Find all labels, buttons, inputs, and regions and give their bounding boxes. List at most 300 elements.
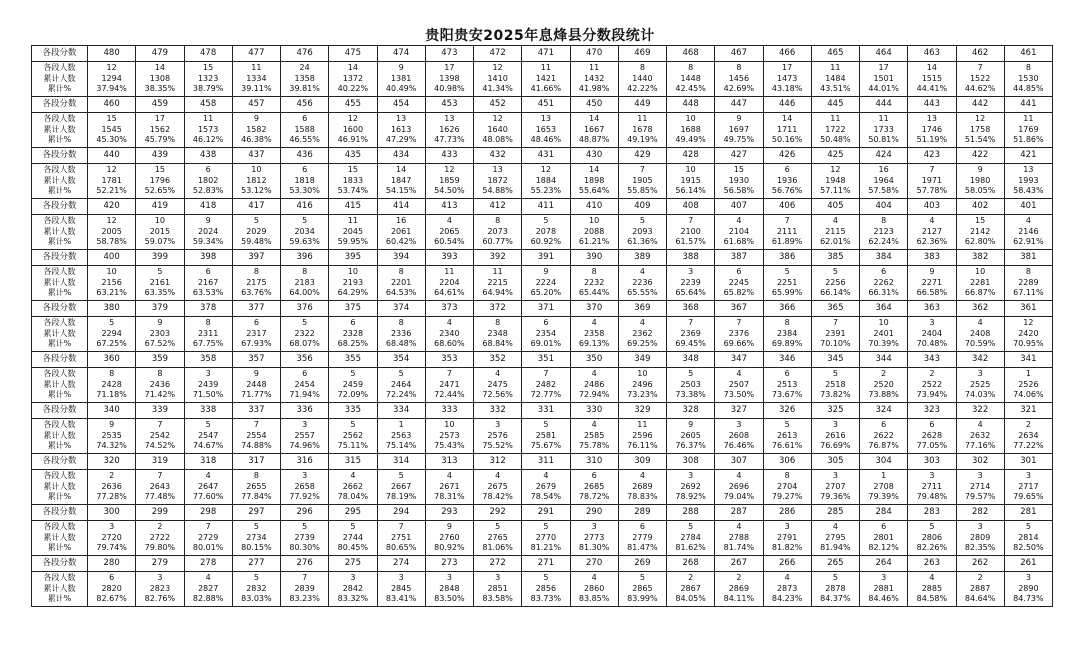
cumulative-value: 2806 bbox=[921, 532, 943, 542]
count-value: 4 bbox=[543, 471, 549, 481]
percent-value: 83.85% bbox=[578, 594, 610, 604]
percent-value: 62.80% bbox=[964, 237, 996, 247]
data-cell bbox=[860, 572, 908, 607]
score-cell: 418 bbox=[184, 199, 232, 215]
data-cell bbox=[474, 164, 522, 199]
count-value: 6 bbox=[302, 369, 308, 379]
data-cell bbox=[763, 113, 811, 148]
data-label bbox=[32, 317, 88, 352]
data-row bbox=[32, 368, 1053, 403]
count-value: 16 bbox=[878, 165, 889, 175]
cumulative-value: 2065 bbox=[439, 226, 460, 236]
score-label: 各段分数 bbox=[32, 454, 88, 470]
data-cell bbox=[232, 113, 280, 148]
score-cell: 383 bbox=[908, 250, 956, 266]
percent-value: 69.13% bbox=[578, 339, 610, 349]
score-cell: 303 bbox=[908, 454, 956, 470]
data-cell bbox=[763, 317, 811, 352]
cumulative-value: 2714 bbox=[969, 481, 991, 491]
cumulative-value: 2788 bbox=[728, 532, 750, 542]
percent-value: 46.12% bbox=[192, 135, 224, 145]
percent-value: 43.18% bbox=[771, 84, 803, 94]
score-cell: 263 bbox=[908, 556, 956, 572]
percent-value: 80.45% bbox=[337, 543, 369, 553]
data-label bbox=[32, 62, 88, 97]
cumulative-value: 2232 bbox=[583, 277, 605, 287]
cumulative-value: 1930 bbox=[728, 175, 750, 185]
cumulative-label: 累计人数 bbox=[43, 175, 76, 185]
count-value: 5 bbox=[302, 216, 308, 226]
score-cell: 419 bbox=[136, 199, 184, 215]
percent-value: 44.01% bbox=[868, 84, 899, 94]
cumulative-value: 2744 bbox=[342, 532, 364, 542]
count-value: 3 bbox=[977, 471, 983, 481]
percent-value: 79.04% bbox=[723, 492, 755, 502]
score-cell: 355 bbox=[329, 352, 377, 368]
score-cell: 447 bbox=[715, 97, 763, 113]
cumulative-value: 2679 bbox=[535, 481, 557, 491]
data-cell bbox=[232, 62, 280, 97]
data-cell bbox=[715, 419, 763, 454]
cumulative-value: 1971 bbox=[921, 175, 943, 185]
score-cell: 476 bbox=[281, 46, 329, 62]
count-value: 14 bbox=[589, 165, 600, 175]
percent-value: 49.19% bbox=[627, 135, 658, 145]
count-value: 9 bbox=[157, 318, 163, 328]
data-cell bbox=[1004, 419, 1052, 454]
data-cell bbox=[860, 113, 908, 148]
cumulative-value: 2717 bbox=[1018, 481, 1039, 491]
score-cell: 264 bbox=[860, 556, 908, 572]
percent-value: 52.21% bbox=[96, 186, 127, 196]
data-cell bbox=[136, 266, 184, 301]
percent-value: 74.52% bbox=[144, 441, 176, 451]
cumulative-value: 1667 bbox=[583, 124, 605, 134]
cumulative-value: 1746 bbox=[921, 124, 943, 134]
percent-value: 73.88% bbox=[868, 390, 899, 400]
score-cell: 425 bbox=[811, 148, 859, 164]
percent-value: 83.73% bbox=[530, 594, 562, 604]
percent-value: 75.11% bbox=[337, 441, 369, 451]
data-cell bbox=[522, 62, 570, 97]
data-cell bbox=[232, 419, 280, 454]
cumulative-value: 1530 bbox=[1018, 73, 1039, 83]
cumulative-value: 1381 bbox=[390, 73, 412, 83]
cumulative-value: 2856 bbox=[535, 583, 557, 593]
score-cell: 314 bbox=[377, 454, 425, 470]
percent-value: 73.38% bbox=[675, 390, 706, 400]
data-cell bbox=[811, 113, 859, 148]
score-cell: 444 bbox=[860, 97, 908, 113]
score-cell: 288 bbox=[667, 505, 715, 521]
percent-value: 82.12% bbox=[868, 543, 899, 553]
count-label: 各段人数 bbox=[43, 165, 76, 175]
percent-value: 68.84% bbox=[482, 339, 513, 349]
count-value: 15 bbox=[975, 216, 986, 226]
cumulative-value: 2376 bbox=[728, 328, 750, 338]
score-cell: 474 bbox=[377, 46, 425, 62]
count-value: 10 bbox=[878, 318, 889, 328]
percent-label: 累计% bbox=[47, 186, 72, 196]
cumulative-value: 1781 bbox=[101, 175, 122, 185]
score-cell: 287 bbox=[715, 505, 763, 521]
cumulative-value: 2420 bbox=[1018, 328, 1039, 338]
percent-value: 71.18% bbox=[96, 390, 127, 400]
data-cell bbox=[232, 470, 280, 505]
score-cell: 342 bbox=[956, 352, 1004, 368]
percent-value: 68.60% bbox=[434, 339, 465, 349]
cumulative-value: 2303 bbox=[149, 328, 171, 338]
score-cell: 366 bbox=[763, 301, 811, 317]
score-cell: 339 bbox=[136, 403, 184, 419]
count-value: 4 bbox=[350, 471, 356, 481]
score-cell: 410 bbox=[570, 199, 618, 215]
count-value: 8 bbox=[109, 369, 115, 379]
score-cell: 417 bbox=[232, 199, 280, 215]
count-value: 7 bbox=[253, 420, 259, 430]
score-cell: 422 bbox=[956, 148, 1004, 164]
cumulative-value: 2608 bbox=[728, 430, 750, 440]
data-cell bbox=[232, 572, 280, 607]
data-cell bbox=[618, 113, 666, 148]
data-cell bbox=[618, 572, 666, 607]
cumulative-value: 1993 bbox=[1018, 175, 1039, 185]
cumulative-value: 1410 bbox=[487, 73, 508, 83]
count-value: 8 bbox=[205, 318, 211, 328]
cumulative-value: 2005 bbox=[101, 226, 122, 236]
count-value: 7 bbox=[832, 318, 838, 328]
score-cell: 462 bbox=[956, 46, 1004, 62]
count-value: 6 bbox=[929, 420, 935, 430]
count-value: 4 bbox=[736, 216, 742, 226]
cumulative-value: 2596 bbox=[632, 430, 653, 440]
cumulative-value: 2671 bbox=[439, 481, 460, 491]
score-cell: 373 bbox=[425, 301, 473, 317]
data-cell bbox=[377, 470, 425, 505]
score-cell: 428 bbox=[667, 148, 715, 164]
count-value: 7 bbox=[398, 522, 404, 532]
data-cell bbox=[88, 521, 136, 556]
percent-value: 82.76% bbox=[144, 594, 176, 604]
cumulative-value: 1358 bbox=[294, 73, 315, 83]
count-value: 9 bbox=[253, 114, 259, 124]
score-cell: 304 bbox=[860, 454, 908, 470]
count-value: 5 bbox=[253, 216, 259, 226]
percent-value: 76.69% bbox=[820, 441, 851, 451]
data-cell bbox=[811, 470, 859, 505]
percent-value: 55.23% bbox=[530, 186, 562, 196]
score-cell: 283 bbox=[908, 505, 956, 521]
data-cell bbox=[184, 521, 232, 556]
cumulative-value: 2317 bbox=[246, 328, 267, 338]
count-value: 3 bbox=[1025, 471, 1031, 481]
cumulative-value: 2823 bbox=[149, 583, 171, 593]
data-cell bbox=[618, 215, 666, 250]
cumulative-value: 1308 bbox=[149, 73, 171, 83]
data-cell bbox=[811, 317, 859, 352]
percent-value: 64.94% bbox=[482, 288, 513, 298]
cumulative-value: 2720 bbox=[101, 532, 122, 542]
data-cell bbox=[281, 113, 329, 148]
cumulative-value: 2073 bbox=[487, 226, 508, 236]
percent-value: 41.98% bbox=[578, 84, 610, 94]
cumulative-value: 2127 bbox=[921, 226, 943, 236]
cumulative-value: 2311 bbox=[197, 328, 219, 338]
score-cell: 340 bbox=[88, 403, 136, 419]
count-value: 9 bbox=[253, 369, 259, 379]
cumulative-value: 1484 bbox=[825, 73, 846, 83]
data-cell bbox=[1004, 368, 1052, 403]
data-cell bbox=[281, 470, 329, 505]
score-cell: 328 bbox=[667, 403, 715, 419]
count-value: 4 bbox=[495, 471, 501, 481]
cumulative-value: 2513 bbox=[776, 379, 798, 389]
count-value: 11 bbox=[540, 63, 551, 73]
percent-value: 83.03% bbox=[241, 594, 272, 604]
data-cell bbox=[667, 317, 715, 352]
count-value: 13 bbox=[444, 114, 455, 124]
percent-value: 63.76% bbox=[241, 288, 272, 298]
data-cell bbox=[136, 62, 184, 97]
score-cell: 458 bbox=[184, 97, 232, 113]
score-cell: 374 bbox=[377, 301, 425, 317]
score-cell: 423 bbox=[908, 148, 956, 164]
cumulative-value: 2193 bbox=[342, 277, 364, 287]
count-value: 15 bbox=[154, 165, 165, 175]
data-cell bbox=[908, 470, 956, 505]
percent-value: 62.24% bbox=[868, 237, 899, 247]
count-value: 9 bbox=[109, 420, 115, 430]
data-row bbox=[32, 164, 1053, 199]
score-label: 各段分数 bbox=[32, 301, 88, 317]
count-value: 5 bbox=[302, 318, 308, 328]
count-value: 15 bbox=[347, 165, 358, 175]
count-value: 4 bbox=[639, 318, 645, 328]
count-value: 7 bbox=[446, 369, 452, 379]
score-cell: 309 bbox=[618, 454, 666, 470]
data-cell bbox=[667, 164, 715, 199]
percent-value: 61.89% bbox=[771, 237, 803, 247]
cumulative-value: 2842 bbox=[342, 583, 364, 593]
cumulative-value: 2643 bbox=[149, 481, 171, 491]
data-cell bbox=[618, 62, 666, 97]
score-cell: 335 bbox=[329, 403, 377, 419]
score-table bbox=[31, 45, 1053, 607]
data-cell bbox=[860, 419, 908, 454]
percent-value: 49.75% bbox=[723, 135, 755, 145]
count-value: 2 bbox=[1025, 420, 1031, 430]
data-cell bbox=[377, 317, 425, 352]
cumulative-value: 2557 bbox=[294, 430, 315, 440]
percent-value: 46.55% bbox=[289, 135, 320, 145]
cumulative-value: 2632 bbox=[969, 430, 991, 440]
score-cell: 479 bbox=[136, 46, 184, 62]
score-cell: 431 bbox=[522, 148, 570, 164]
cumulative-value: 2262 bbox=[873, 277, 894, 287]
score-cell: 344 bbox=[860, 352, 908, 368]
cumulative-value: 2890 bbox=[1018, 583, 1039, 593]
data-cell bbox=[811, 521, 859, 556]
cumulative-value: 1948 bbox=[825, 175, 846, 185]
data-cell bbox=[377, 215, 425, 250]
count-label: 各段人数 bbox=[43, 216, 76, 226]
count-value: 2 bbox=[688, 573, 694, 583]
percent-value: 80.01% bbox=[192, 543, 224, 553]
cumulative-value: 2779 bbox=[632, 532, 653, 542]
score-row bbox=[32, 199, 1053, 215]
count-value: 7 bbox=[736, 318, 742, 328]
data-cell bbox=[618, 164, 666, 199]
count-value: 5 bbox=[109, 318, 115, 328]
score-cell: 261 bbox=[1004, 556, 1052, 572]
cumulative-value: 2667 bbox=[390, 481, 412, 491]
score-cell: 389 bbox=[618, 250, 666, 266]
data-cell bbox=[184, 62, 232, 97]
data-cell bbox=[281, 215, 329, 250]
percent-value: 59.95% bbox=[337, 237, 369, 247]
count-value: 5 bbox=[543, 522, 549, 532]
count-value: 5 bbox=[398, 471, 404, 481]
percent-value: 72.56% bbox=[482, 390, 513, 400]
percent-value: 80.92% bbox=[434, 543, 465, 553]
percent-value: 67.25% bbox=[96, 339, 127, 349]
count-value: 5 bbox=[639, 216, 645, 226]
count-value: 7 bbox=[543, 369, 549, 379]
cumulative-value: 2034 bbox=[294, 226, 315, 236]
data-cell bbox=[908, 368, 956, 403]
percent-value: 76.46% bbox=[723, 441, 755, 451]
data-cell bbox=[88, 368, 136, 403]
data-cell bbox=[570, 62, 618, 97]
score-cell: 268 bbox=[667, 556, 715, 572]
data-cell bbox=[522, 317, 570, 352]
count-value: 17 bbox=[444, 63, 455, 73]
score-cell: 430 bbox=[570, 148, 618, 164]
count-value: 4 bbox=[495, 369, 501, 379]
score-cell: 345 bbox=[811, 352, 859, 368]
score-cell: 361 bbox=[1004, 301, 1052, 317]
data-cell bbox=[184, 215, 232, 250]
percent-value: 83.99% bbox=[627, 594, 658, 604]
count-value: 2 bbox=[929, 369, 935, 379]
cumulative-value: 1758 bbox=[969, 124, 991, 134]
percent-value: 66.58% bbox=[916, 288, 948, 298]
cumulative-value: 2622 bbox=[873, 430, 894, 440]
percent-value: 72.09% bbox=[337, 390, 369, 400]
percent-value: 44.41% bbox=[916, 84, 948, 94]
score-cell: 294 bbox=[377, 505, 425, 521]
data-cell bbox=[763, 572, 811, 607]
cumulative-value: 1678 bbox=[632, 124, 653, 134]
score-cell: 440 bbox=[88, 148, 136, 164]
count-value: 7 bbox=[205, 522, 211, 532]
count-label: 各段人数 bbox=[43, 369, 76, 379]
cumulative-value: 2636 bbox=[101, 481, 122, 491]
percent-value: 65.64% bbox=[675, 288, 706, 298]
cumulative-value: 2384 bbox=[776, 328, 798, 338]
percent-value: 78.19% bbox=[385, 492, 417, 502]
score-cell: 455 bbox=[329, 97, 377, 113]
count-value: 14 bbox=[926, 63, 937, 73]
count-value: 24 bbox=[299, 63, 310, 73]
percent-value: 75.78% bbox=[578, 441, 610, 451]
cumulative-value: 2215 bbox=[487, 277, 508, 287]
data-cell bbox=[860, 470, 908, 505]
data-cell bbox=[184, 317, 232, 352]
score-cell: 438 bbox=[184, 148, 232, 164]
data-cell bbox=[570, 368, 618, 403]
data-row bbox=[32, 521, 1053, 556]
percent-value: 72.24% bbox=[385, 390, 417, 400]
count-value: 5 bbox=[205, 420, 211, 430]
score-cell: 461 bbox=[1004, 46, 1052, 62]
count-value: 5 bbox=[832, 369, 838, 379]
count-value: 13 bbox=[492, 165, 503, 175]
percent-label: 累计% bbox=[47, 441, 72, 451]
count-value: 10 bbox=[347, 267, 358, 277]
score-cell: 327 bbox=[715, 403, 763, 419]
count-value: 4 bbox=[832, 216, 838, 226]
data-cell bbox=[329, 572, 377, 607]
cumulative-value: 1640 bbox=[487, 124, 508, 134]
count-value: 11 bbox=[251, 63, 262, 73]
cumulative-value: 2708 bbox=[873, 481, 894, 491]
count-value: 8 bbox=[495, 318, 501, 328]
data-cell bbox=[281, 419, 329, 454]
data-cell bbox=[811, 62, 859, 97]
data-cell bbox=[1004, 521, 1052, 556]
cumulative-value: 2236 bbox=[632, 277, 653, 287]
score-cell: 269 bbox=[618, 556, 666, 572]
percent-value: 63.53% bbox=[192, 288, 224, 298]
cumulative-value: 1833 bbox=[342, 175, 364, 185]
cumulative-value: 1936 bbox=[776, 175, 798, 185]
score-row bbox=[32, 403, 1053, 419]
cumulative-value: 2711 bbox=[921, 481, 943, 491]
count-value: 3 bbox=[591, 522, 597, 532]
percent-value: 54.15% bbox=[385, 186, 417, 196]
percent-value: 51.54% bbox=[964, 135, 996, 145]
data-label bbox=[32, 521, 88, 556]
count-value: 12 bbox=[975, 114, 986, 124]
data-cell bbox=[522, 113, 570, 148]
percent-value: 67.75% bbox=[192, 339, 224, 349]
cumulative-value: 2161 bbox=[149, 277, 171, 287]
count-value: 11 bbox=[589, 63, 600, 73]
score-cell: 359 bbox=[136, 352, 184, 368]
percent-value: 70.10% bbox=[820, 339, 851, 349]
data-cell bbox=[618, 317, 666, 352]
cumulative-value: 2459 bbox=[342, 379, 364, 389]
cumulative-value: 2507 bbox=[728, 379, 750, 389]
data-cell bbox=[425, 572, 473, 607]
count-value: 13 bbox=[540, 114, 551, 124]
score-row bbox=[32, 454, 1053, 470]
score-cell: 353 bbox=[425, 352, 473, 368]
score-cell: 315 bbox=[329, 454, 377, 470]
score-cell: 341 bbox=[1004, 352, 1052, 368]
percent-value: 64.29% bbox=[337, 288, 369, 298]
score-cell: 322 bbox=[956, 403, 1004, 419]
score-cell: 400 bbox=[88, 250, 136, 266]
cumulative-value: 2685 bbox=[583, 481, 605, 491]
cumulative-value: 1372 bbox=[342, 73, 364, 83]
score-cell: 406 bbox=[763, 199, 811, 215]
score-cell: 386 bbox=[763, 250, 811, 266]
percent-value: 63.35% bbox=[144, 288, 176, 298]
data-cell bbox=[88, 62, 136, 97]
percent-label: 累计% bbox=[47, 84, 72, 94]
